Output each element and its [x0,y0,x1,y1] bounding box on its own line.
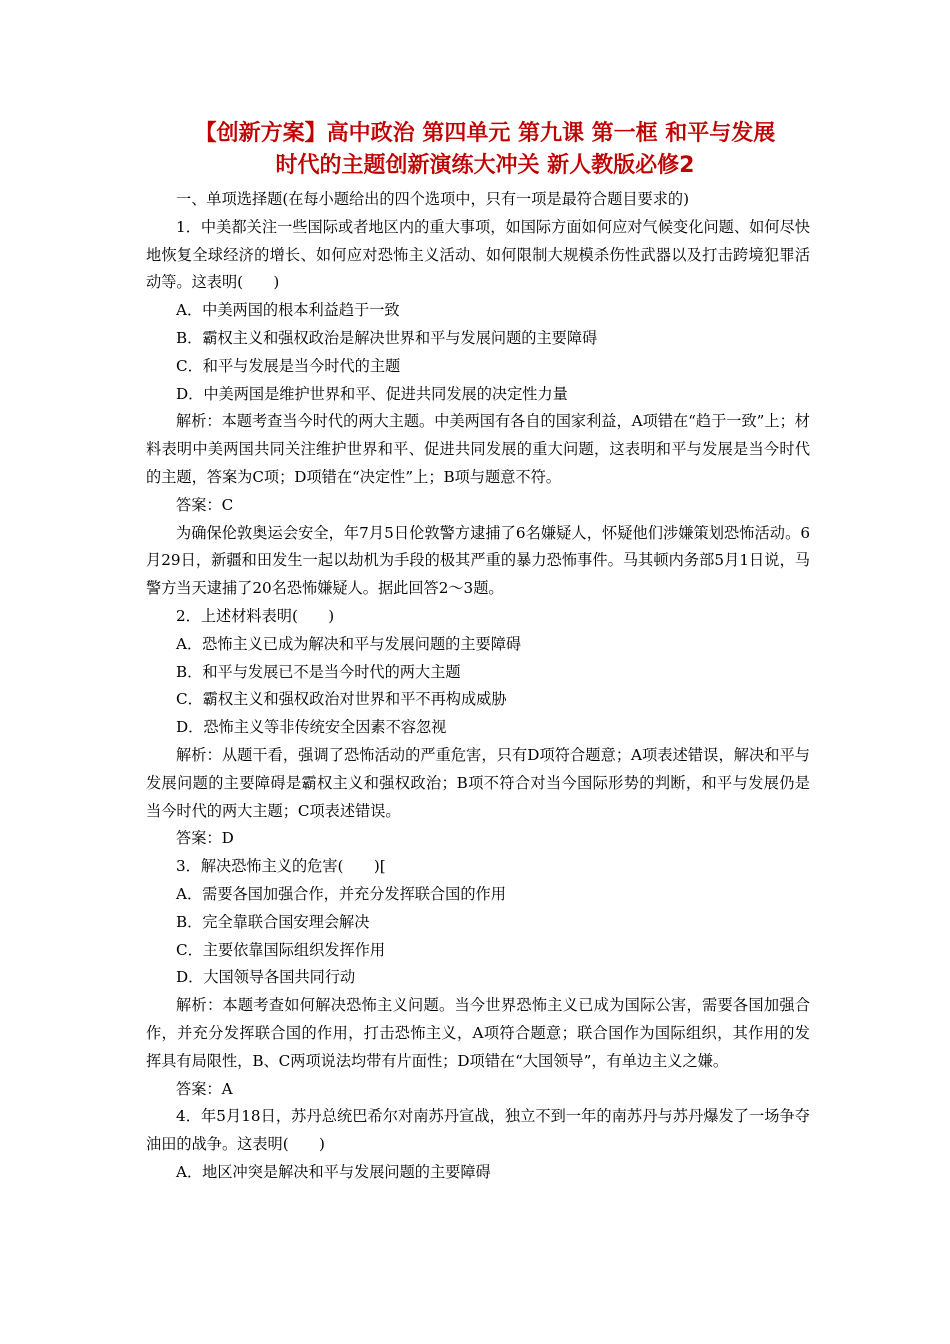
question-2-stem: 2．上述材料表明( ) [176,606,335,625]
question-3-answer: 答案：A [176,1079,233,1098]
question-2-option-c: C．霸权主义和强权政治对世界和平不再构成威胁 [176,690,507,709]
question-1-stem: 1．中美都关注一些国际或者地区内的重大事项，如国际方面如何应对气候变化问题、如何尽快地恢复全球经济的增长、如何应对恐怖主义活动、如何限制大规模杀伤性武器以及打击跨境犯罪活动等。这表明( ) [146,217,810,292]
question-3-option-a: A．需要各国加强合作，并充分发挥联合国的作用 [176,884,506,903]
question-2-option-d: D．恐怖主义等非传统安全因素不容忽视 [176,718,447,737]
document-body [146,186,810,1187]
question-2-option-b: B．和平与发展已不是当今时代的两大主题 [176,662,461,681]
question-3-option-d: D．大国领导各国共同行动 [176,968,356,987]
question-1-answer: 答案：C [176,495,234,514]
question-3-stem: 3．解决恐怖主义的危害( )[ [176,857,386,876]
question-2-analysis: 解析：从题干看，强调了恐怖活动的严重危害，只有D项符合题意；A项表述错误，解决和平与发展问题的主要障碍是霸权主义和强权政治；B项不符合对当今国际形势的判断，和平与发展仍是当今时代的两大主题；C项表述错误。 [146,745,810,820]
title-line-2: 时代的主题创新演练大冲关 新人教版必修2 [275,153,695,178]
question-3-analysis: 解析：本题考查如何解决恐怖主义问题。当今世界恐怖主义已成为国际公害，需要各国加强合作，并充分发挥联合国的作用，打击恐怖主义，A项符合题意；联合国作为国际组织，其作用的发挥具有局限性，B、C两项说法均带有片面性；D项错在“大国领导”，有单边主义之嫌。 [146,996,810,1070]
question-2-option-a: A．恐怖主义已成为解决和平与发展问题的主要障碍 [176,634,522,653]
reading-material: 为确保伦敦奥运会安全，年7月5日伦敦警方逮捕了6名嫌疑人，怀疑他们涉嫌策划恐怖活动。6月29日，新疆和田发生一起以劫机为手段的极其严重的暴力恐怖事件。马其顿内务部5月1日说，马警方当天逮捕了20名恐怖嫌疑人。据此回答2～3题。 [146,523,810,598]
question-2-answer: 答案：D [176,829,234,848]
document-title [140,118,830,182]
question-1-option-c: C．和平与发展是当今时代的主题 [176,356,401,375]
question-1-analysis: 解析：本题考查当今时代的两大主题。中美两国有各自的国家利益，A项错在“趋于一致”上；材料表明中美两国共同关注维护世界和平、促进共同发展的重大问题，这表明和平与发展是当今时代的主题，答案为C项；D项错在“决定性”上；B项与题意不符。 [146,412,810,486]
section-heading: 一、单项选择题(在每小题给出的四个选项中，只有一项是最符合题目要求的) [176,190,690,208]
question-4-stem: 4．年5月18日，苏丹总统巴希尔对南苏丹宣战，独立不到一年的南苏丹与苏丹爆发了一场争夺油田的战争。这表明( ) [146,1107,810,1154]
question-1-option-a: A．中美两国的根本利益趋于一致 [176,301,400,320]
question-1-option-b: B．霸权主义和强权政治是解决世界和平与发展问题的主要障碍 [176,328,598,347]
question-1-option-d: D．中美两国是维护世界和平、促进共同发展的决定性力量 [176,384,568,403]
title-line-1: 【创新方案】高中政治 第四单元 第九课 第一框 和平与发展 [194,121,776,146]
question-3-option-c: C．主要依靠国际组织发挥作用 [176,940,386,959]
question-4-option-a: A．地区冲突是解决和平与发展问题的主要障碍 [176,1162,491,1181]
question-3-option-b: B．完全靠联合国安理会解决 [176,912,370,931]
